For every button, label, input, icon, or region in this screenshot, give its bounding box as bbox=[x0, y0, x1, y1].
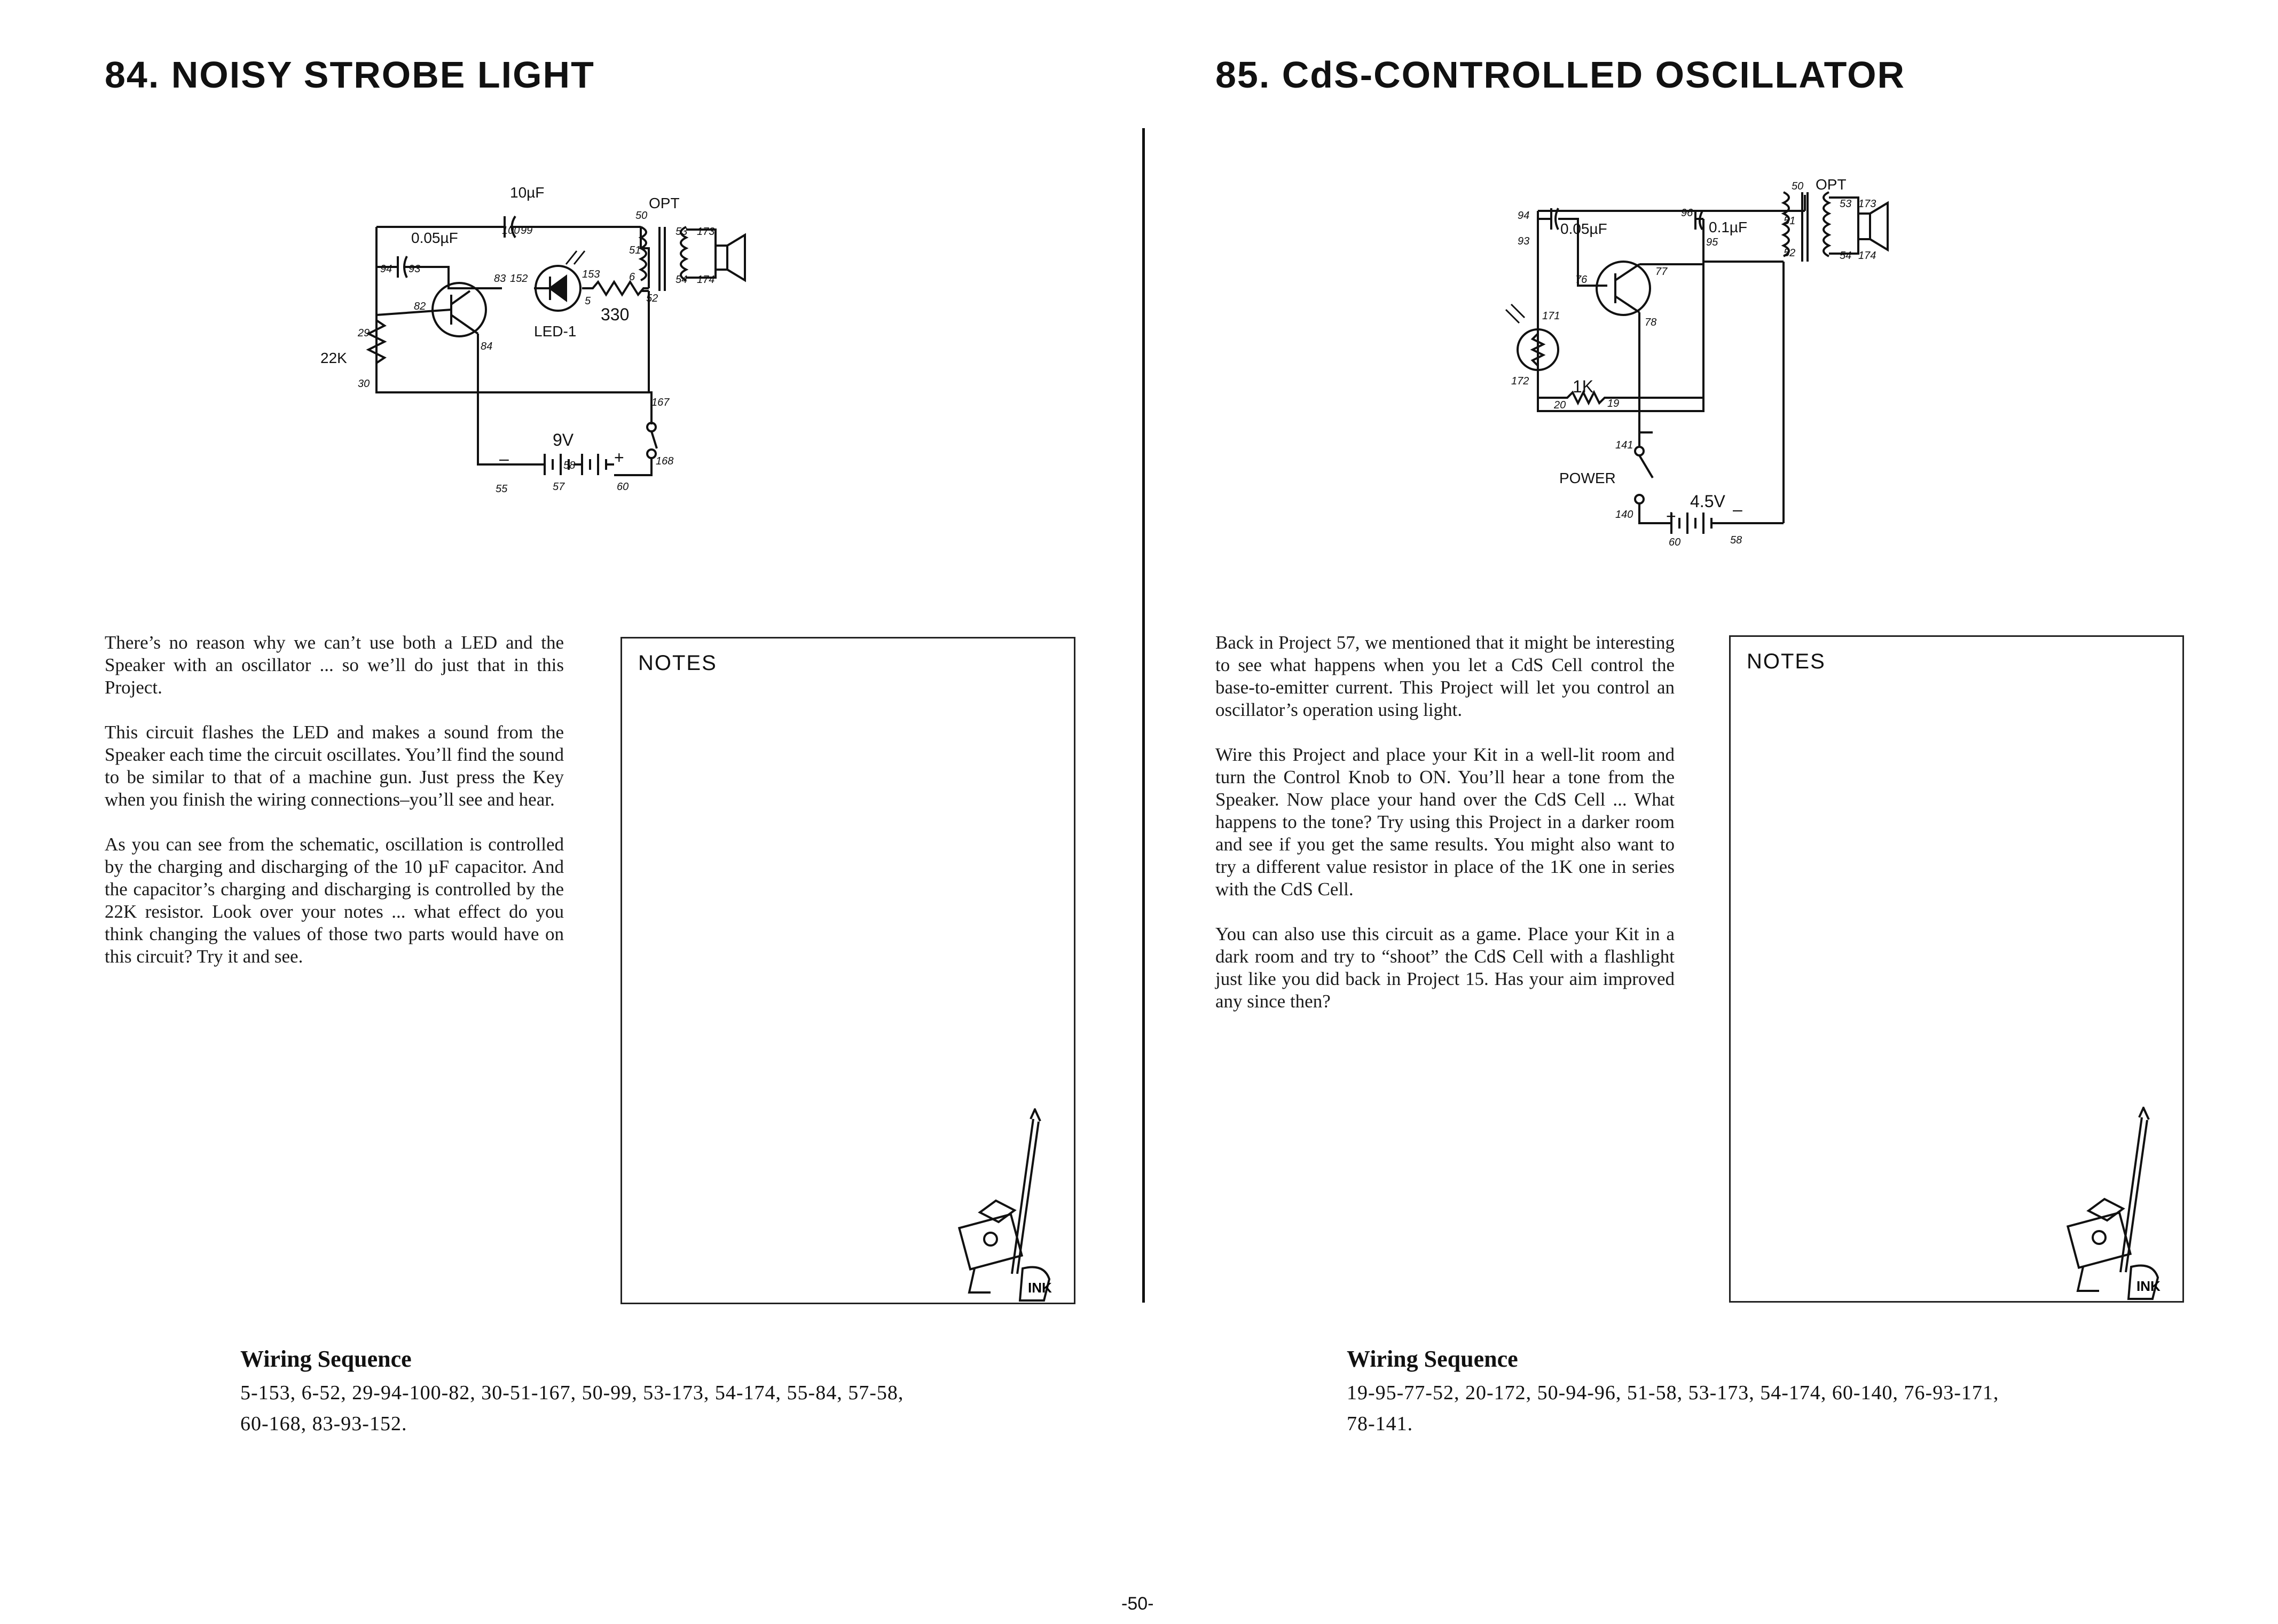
terminal-54: 54 bbox=[675, 274, 688, 286]
terminal-50: 50 bbox=[1792, 180, 1804, 192]
terminal-55: 55 bbox=[496, 483, 508, 495]
page-number: -50- bbox=[1121, 1594, 1154, 1614]
notes-box bbox=[620, 637, 1075, 1304]
terminal-78: 78 bbox=[1645, 317, 1657, 328]
battery-45v-label: 4.5V bbox=[1690, 492, 1725, 511]
wiring-line: 60-168, 83-93-152. bbox=[240, 1413, 407, 1435]
terminal-51: 51 bbox=[629, 245, 641, 256]
wiring-sequence bbox=[240, 1377, 988, 1439]
battery-9v-label: 9V bbox=[553, 430, 574, 450]
paragraph: There’s no reason why we can’t use both a LED and the Speaker with an oscillator ... so we’ll do just that in this Project. bbox=[105, 632, 564, 698]
notes-label: NOTES bbox=[638, 651, 717, 675]
terminal-168: 168 bbox=[656, 455, 674, 467]
battery-minus: – bbox=[1733, 500, 1742, 519]
terminal-95: 95 bbox=[1706, 236, 1718, 248]
battery-plus: + bbox=[1666, 507, 1676, 526]
terminal-53: 53 bbox=[1840, 198, 1852, 210]
terminal-5: 5 bbox=[585, 295, 591, 307]
resistor-1k-label: 1K bbox=[1573, 377, 1594, 396]
terminal-93: 93 bbox=[409, 263, 421, 275]
cds-oscillator-schematic bbox=[1484, 165, 1922, 561]
cap-10uf-label: 10µF bbox=[510, 184, 545, 201]
terminal-174: 174 bbox=[1858, 250, 1876, 262]
pen-mascot-icon bbox=[942, 1108, 1076, 1306]
cap-005uf-label: 0.05µF bbox=[411, 230, 458, 246]
opt-label: OPT bbox=[1816, 176, 1847, 193]
pen-mascot-icon bbox=[2051, 1107, 2185, 1304]
notes-box bbox=[1729, 635, 2184, 1303]
paragraph: Wire this Project and place your Kit in a well-lit room and turn the Control Knob to ON. You’ll hear a tone from the Speaker. Now place your hand over the CdS Cell ... What happens to the tone? Try using this Project in a darker room and see if you get the same results. You might also want to try a different value resistor in place of the 1K one in series with the CdS Cell. bbox=[1215, 744, 1675, 900]
terminal-84: 84 bbox=[481, 341, 493, 352]
led-1-label: LED-1 bbox=[534, 323, 577, 340]
paragraph: This circuit flashes the LED and makes a sound from the Speaker each time the circuit oscillates. You’ll find the sound to be similar to that of a machine gun. Just press the Key when you finish the wiring connections–you’ll see and hear. bbox=[105, 722, 564, 810]
terminal-99: 99 bbox=[521, 225, 533, 236]
terminal-82: 82 bbox=[414, 301, 426, 312]
battery-minus: – bbox=[499, 449, 509, 468]
terminal-50: 50 bbox=[635, 210, 648, 222]
ink-label: INK bbox=[2136, 1278, 2161, 1294]
cap-01uf-label: 0.1µF bbox=[1709, 219, 1748, 235]
wiring-line: 5-153, 6-52, 29-94-100-82, 30-51-167, 50-99, 53-173, 54-174, 55-84, 57-58, bbox=[240, 1382, 904, 1404]
terminal-171: 171 bbox=[1542, 310, 1560, 322]
terminal-30: 30 bbox=[358, 378, 370, 390]
terminal-172: 172 bbox=[1511, 375, 1529, 387]
terminal-94: 94 bbox=[1518, 210, 1530, 222]
paragraph: As you can see from the schematic, oscillation is controlled by the charging and discharging of the 10 µF capacitor. And the capacitor’s charging and discharging is controlled by the 22K resistor. Look over your notes ... what effect do you think changing the values of those two parts would have on this circuit? Try it and see. bbox=[105, 834, 564, 967]
project-84-description bbox=[105, 632, 564, 990]
project-85-title: 85. CdS-CONTROLLED OSCILLATOR bbox=[1215, 54, 1906, 96]
terminal-58: 58 bbox=[563, 460, 576, 471]
terminal-141: 141 bbox=[1615, 439, 1633, 451]
terminal-52: 52 bbox=[646, 293, 658, 304]
cap-005uf-label: 0.05µF bbox=[1560, 220, 1607, 237]
terminal-57: 57 bbox=[553, 481, 565, 493]
terminal-93: 93 bbox=[1518, 235, 1530, 247]
terminal-94: 94 bbox=[380, 263, 392, 275]
project-85-description bbox=[1215, 632, 1675, 1035]
terminal-76: 76 bbox=[1575, 274, 1588, 286]
terminal-58: 58 bbox=[1730, 534, 1742, 546]
ink-label: INK bbox=[1028, 1280, 1052, 1296]
wiring-line: 78-141. bbox=[1347, 1413, 1413, 1435]
terminal-100: 100 bbox=[502, 225, 520, 236]
resistor-22k-label: 22K bbox=[320, 350, 347, 366]
project-84-title: 84. NOISY STROBE LIGHT bbox=[105, 54, 595, 96]
power-switch-label: POWER bbox=[1559, 470, 1616, 486]
battery-plus: + bbox=[614, 448, 624, 467]
resistor-330-label: 330 bbox=[601, 305, 630, 324]
terminal-167: 167 bbox=[651, 397, 670, 408]
terminal-152: 152 bbox=[510, 273, 528, 285]
terminal-6: 6 bbox=[629, 271, 635, 283]
terminal-53: 53 bbox=[675, 226, 688, 238]
paragraph: Back in Project 57, we mentioned that it might be interesting to see what happens when you let a CdS Cell control the base-to-emitter current. This Project will let you control an oscillator’s operation using light. bbox=[1215, 632, 1675, 720]
terminal-29: 29 bbox=[358, 327, 370, 339]
terminal-77: 77 bbox=[1655, 266, 1668, 278]
wiring-line: 19-95-77-52, 20-172, 50-94-96, 51-58, 53-173, 54-174, 60-140, 76-93-171, bbox=[1347, 1382, 1999, 1404]
terminal-20: 20 bbox=[1554, 399, 1566, 411]
terminal-96: 96 bbox=[1681, 207, 1693, 219]
wiring-sequence-heading: Wiring Sequence bbox=[240, 1346, 412, 1372]
terminal-51: 51 bbox=[1784, 215, 1796, 227]
terminal-140: 140 bbox=[1615, 509, 1633, 521]
terminal-153: 153 bbox=[582, 269, 600, 280]
page-divider bbox=[1142, 128, 1145, 1303]
terminal-52: 52 bbox=[1784, 247, 1796, 259]
wiring-sequence-heading: Wiring Sequence bbox=[1347, 1346, 1518, 1372]
terminal-173: 173 bbox=[1858, 198, 1876, 210]
opt-label: OPT bbox=[649, 195, 680, 211]
terminal-19: 19 bbox=[1607, 398, 1620, 409]
terminal-60: 60 bbox=[617, 481, 629, 493]
wiring-sequence bbox=[1347, 1377, 2094, 1439]
terminal-83: 83 bbox=[494, 273, 506, 285]
paragraph: You can also use this circuit as a game. Place your Kit in a dark room and try to “shoot” the CdS Cell with a flashlight just like you did back in Project 15. Has your aim improved any since then? bbox=[1215, 924, 1675, 1012]
terminal-174: 174 bbox=[697, 274, 715, 286]
notes-label: NOTES bbox=[1747, 650, 1826, 673]
terminal-60: 60 bbox=[1669, 537, 1681, 548]
noisy-strobe-schematic bbox=[299, 171, 780, 513]
terminal-173: 173 bbox=[697, 226, 715, 238]
terminal-54: 54 bbox=[1840, 250, 1852, 262]
